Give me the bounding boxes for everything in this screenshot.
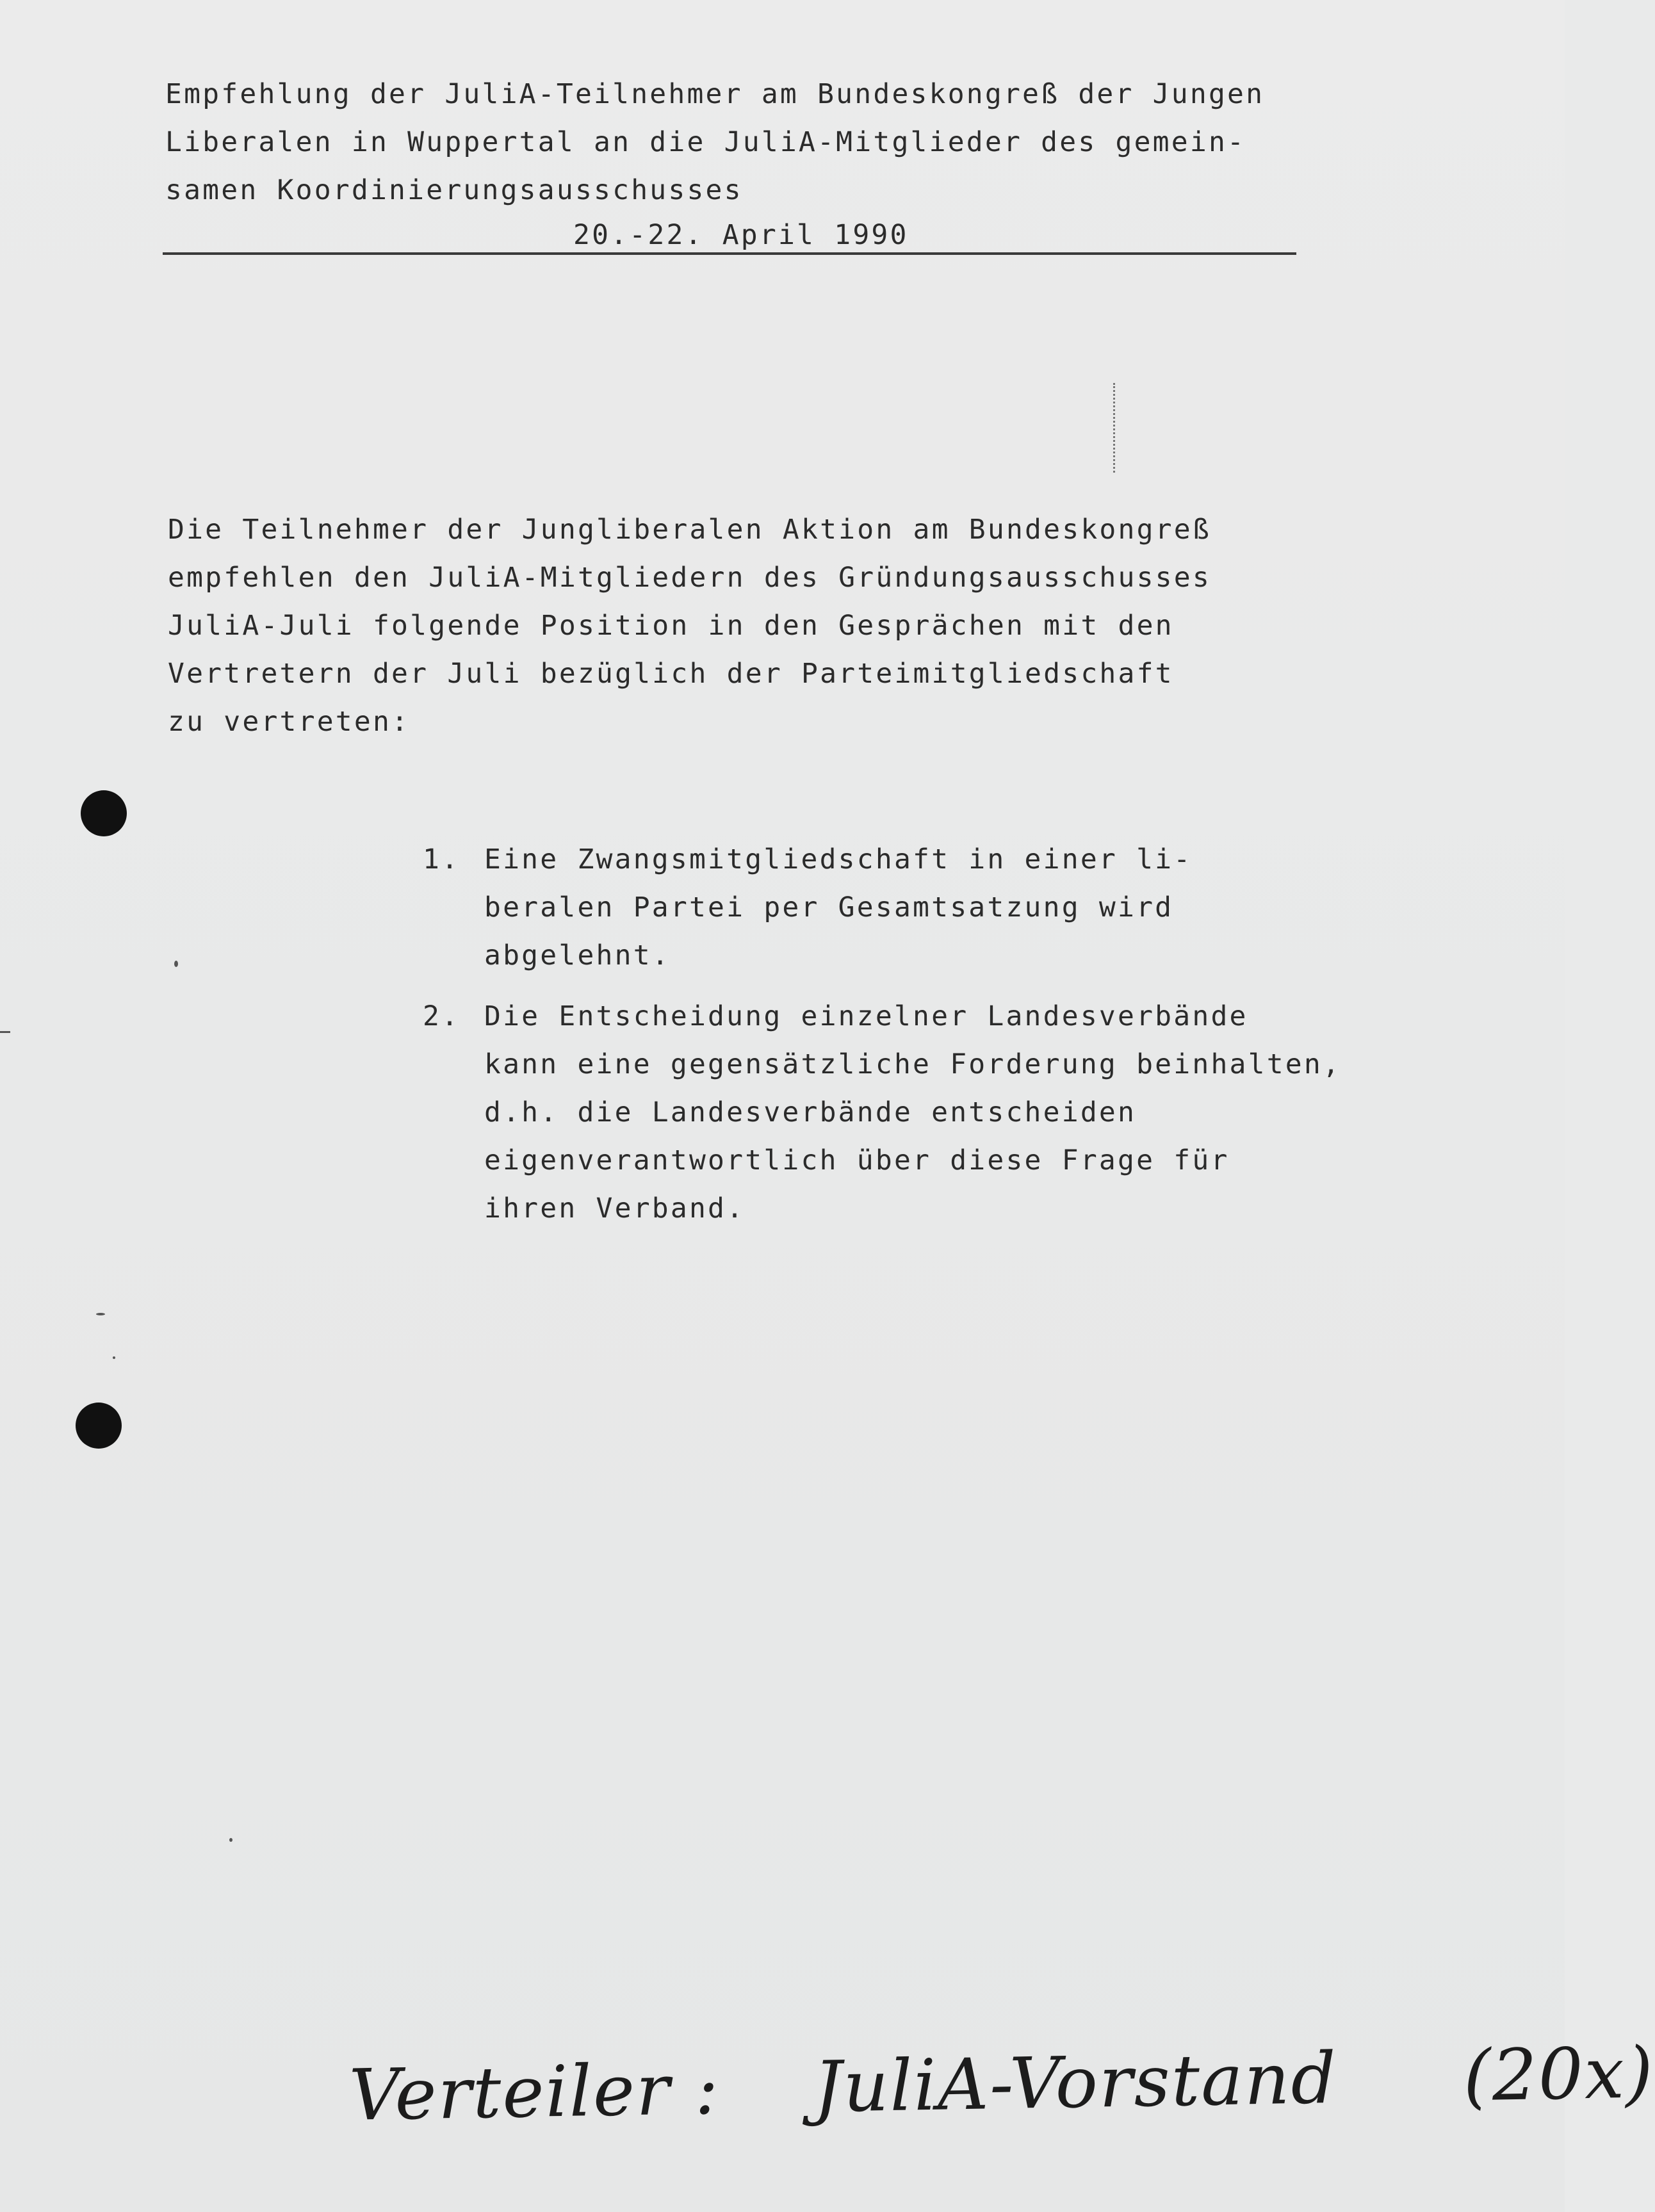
list-item-text <box>484 993 1341 1233</box>
intro-line-4: Vertretern der Juli bezüglich der Parteimitgliedschaft <box>168 658 1174 690</box>
header-line-3: samen Koordinierungsausschusses <box>165 174 743 206</box>
item-2-line-2: kann eine gegensätzliche Forderung beinhalten, <box>484 1048 1342 1080</box>
header-date: 20.-22. April 1990 <box>573 219 909 251</box>
handwritten-recipient: JuliA-Vorstand <box>813 2037 1338 2129</box>
list-item-number: 2. <box>423 1000 461 1032</box>
document-header <box>165 70 1292 251</box>
paper-speck <box>113 1356 115 1359</box>
punch-hole-top <box>81 790 127 836</box>
punch-hole-bottom <box>76 1403 122 1449</box>
header-line-1: Empfehlung der JuliA-Teilnehmer am Bundeskongreß der Jungen <box>165 78 1265 110</box>
list-item <box>423 836 1447 980</box>
margin-mark <box>1113 383 1119 473</box>
item-1-line-3: abgelehnt. <box>484 939 671 972</box>
item-2-line-1: Die Entscheidung einzelner Landesverbände <box>484 1000 1248 1032</box>
item-2-line-5: ihren Verband. <box>484 1192 746 1224</box>
paper-speck <box>0 1031 10 1033</box>
intro-paragraph <box>168 506 1321 746</box>
item-2-line-3: d.h. die Landesverbände entscheiden <box>484 1096 1137 1128</box>
intro-line-3: JuliA-Juli folgende Position in den Gesprächen mit den <box>168 610 1174 642</box>
paper-speck <box>174 961 178 967</box>
list-item-text <box>484 836 1192 980</box>
header-line-2: Liberalen in Wuppertal an die JuliA-Mitglieder des gemein- <box>165 126 1246 158</box>
intro-line-2: empfehlen den JuliA-Mitgliedern des Gründungsausschusses <box>168 562 1211 594</box>
intro-line-5: zu vertreten: <box>168 706 411 738</box>
paper-speck <box>96 1313 105 1315</box>
list-item-number: 1. <box>423 843 461 875</box>
recommendation-list <box>423 836 1447 1246</box>
handwritten-distribution-note <box>348 2031 1655 2136</box>
item-2-line-4: eigenverantwortlich über diese Frage für <box>484 1144 1230 1176</box>
list-item <box>423 993 1447 1233</box>
item-1-line-2: beralen Partei per Gesamtsatzung wird <box>484 891 1174 923</box>
paper-speck <box>229 1838 232 1842</box>
item-1-line-1: Eine Zwangsmitgliedschaft in einer li- <box>484 843 1193 875</box>
intro-line-1: Die Teilnehmer der Jungliberalen Aktion am Bundeskongreß <box>168 514 1211 546</box>
handwritten-count: (20x) <box>1462 2031 1655 2117</box>
header-divider <box>163 252 1296 255</box>
handwritten-label: Verteiler : <box>348 2047 721 2136</box>
